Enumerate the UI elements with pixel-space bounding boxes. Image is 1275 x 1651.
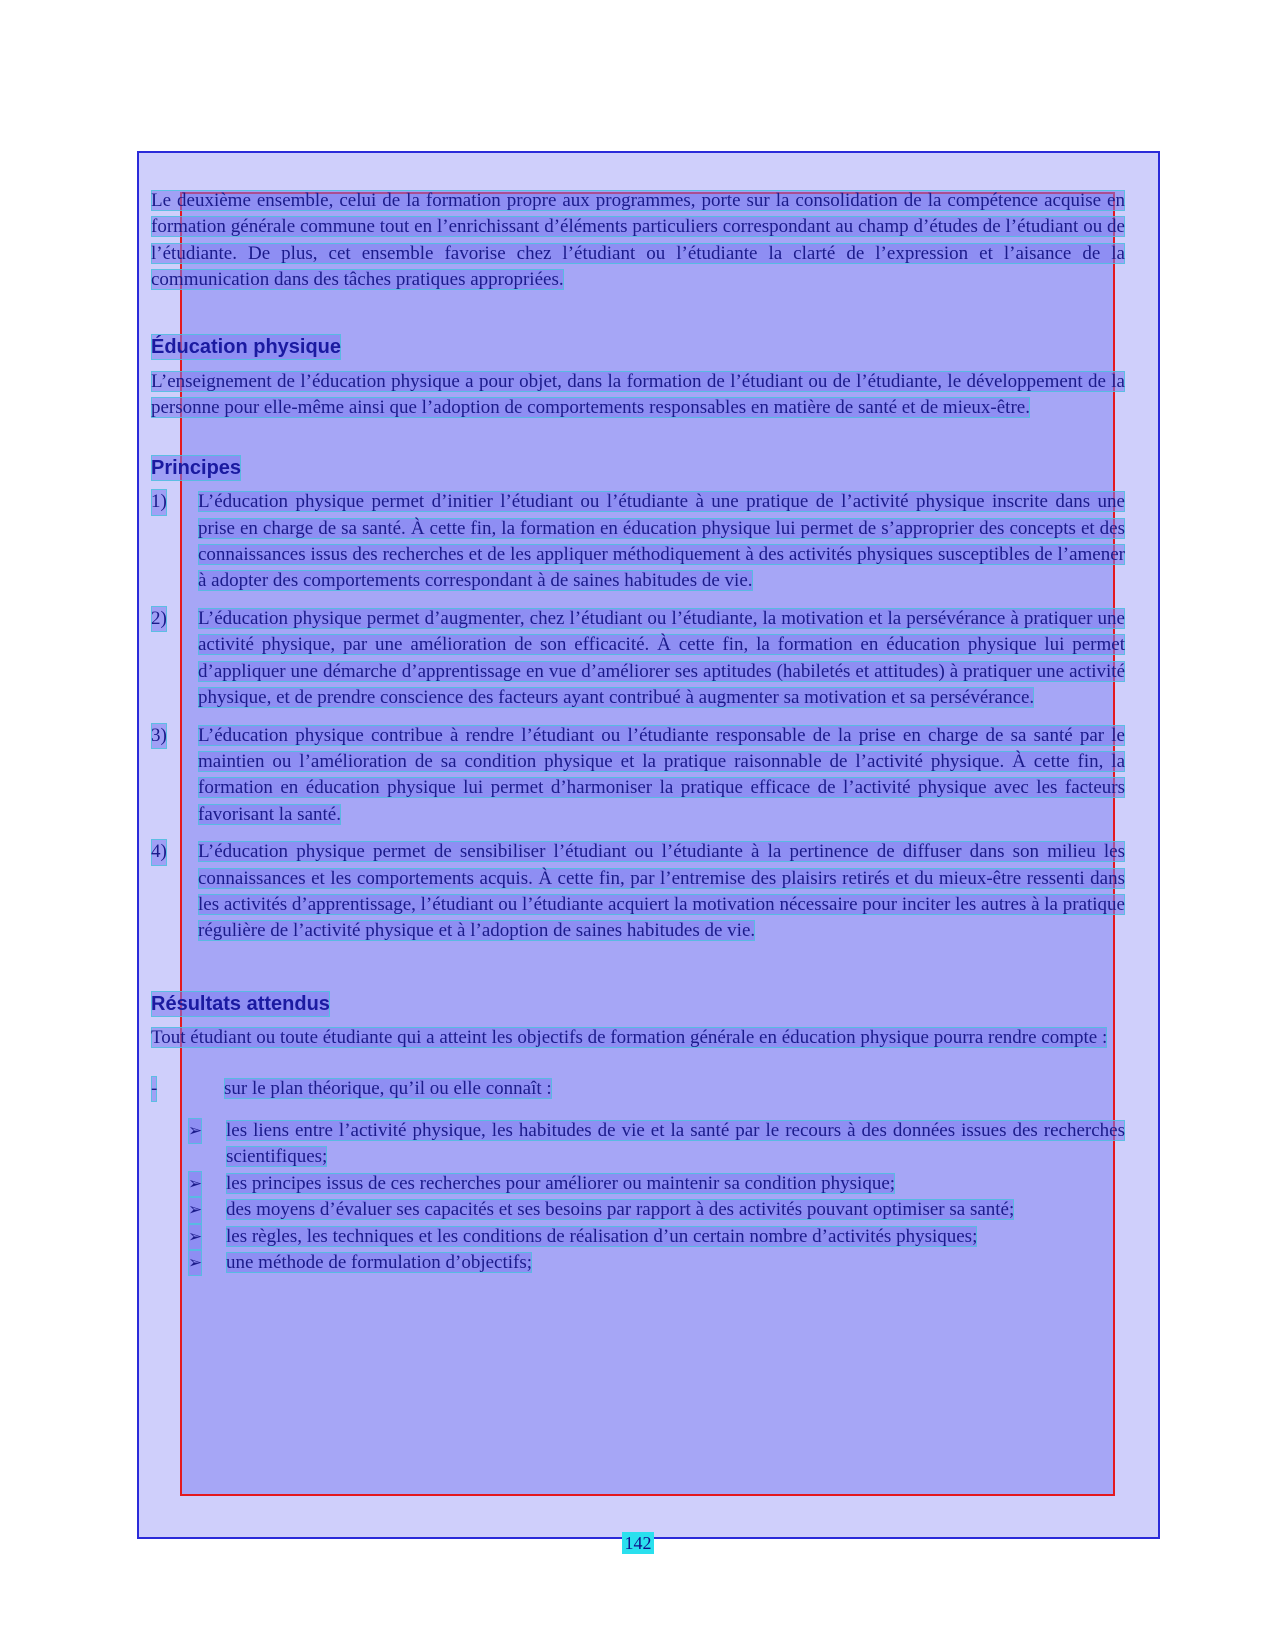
principle-number: 1) [151, 489, 167, 515]
principle-item [151, 723, 1125, 829]
section-title-resultats: Résultats attendus [151, 992, 330, 1015]
list-item: ➢ une méthode de formulation d’objectifs; [226, 1250, 1125, 1276]
principle-number: 3) [151, 723, 167, 749]
section-title-education: Éducation physique [151, 335, 342, 358]
list-item: ➢ les liens entre l’activité physique, les habitudes de vie et la santé par le recours à des données issues des recherches scientifiques; [188, 1119, 1125, 1168]
knowledge-list [151, 1118, 1125, 1276]
principle-item [151, 489, 1125, 595]
principle-item [151, 606, 1125, 712]
dash-bullet: - [151, 1076, 157, 1102]
arrow-bullet-icon: ➢ [188, 1118, 202, 1144]
arrow-bullet-icon: ➢ [188, 1171, 202, 1197]
arrow-bullet-icon: ➢ [188, 1250, 202, 1276]
list-item: ➢ les principes issus de ces recherches pour améliorer ou maintenir sa condition physique; [226, 1171, 1125, 1197]
arrow-bullet-icon: ➢ [188, 1197, 202, 1223]
principle-text: L’éducation physique contribue à rendre l’étudiant ou l’étudiante responsable de la prise en charge de sa santé par le maintien ou l’amélioration de sa condition physique et la pratique raisonnable de l’activité physique. À cette fin, la formation en éducation physique lui permet d’harmoniser la pratique efficace de l’activité physique avec les facteurs favorisant la santé. [198, 724, 1125, 825]
list-item: ➢ des moyens d’évaluer ses capacités et ses besoins par rapport à des activités pouvant optimiser sa santé; [226, 1197, 1125, 1223]
page-number: 142 [622, 1532, 654, 1554]
principle-number: 4) [151, 839, 167, 865]
plan-theorique-line [151, 1076, 1125, 1102]
document-text [151, 188, 1125, 1276]
resultats-intro: Tout étudiant ou toute étudiante qui a atteint les objectifs de formation générale en éducation physique pourra rendre compte : [151, 1027, 1108, 1049]
principle-number: 2) [151, 606, 167, 632]
list-item: ➢ les règles, les techniques et les conditions de réalisation d’un certain nombre d’activités physiques; [226, 1224, 1125, 1250]
section-title-principes: Principes [151, 456, 242, 479]
principle-text: L’éducation physique permet d’augmenter, chez l’étudiant ou l’étudiante, la motivation et la persévérance à pratiquer une activité physique, par une amélioration de son efficacité. À cette fin, la formation en éducation physique lui permet d’appliquer une démarche d’apprentissage en vue d’améliorer ses aptitudes (habiletés et attitudes) à pratiquer une activité physique, et de prendre conscience des facteurs ayant contribué à augmenter sa motivation et sa persévérance. [198, 607, 1125, 709]
principle-text: L’éducation physique permet de sensibiliser l’étudiant ou l’étudiante à la pertinence de diffuser dans son milieu les connaissances et les comportements acquis. À cette fin, par l’entremise des plaisirs retirés et du mieux-être ressenti dans les activités d’apprentissage, l’étudiant ou l’étudiante acquiert la motivation nécessaire pour inciter les autres à la pratique régulière de l’activité physique et à l’adoption de saines habitudes de vie. [198, 841, 1125, 942]
arrow-bullet-icon: ➢ [188, 1224, 202, 1250]
principle-text: L’éducation physique permet d’initier l’étudiant ou l’étudiante à une pratique de l’activité physique inscrite dans une prise en charge de sa santé. À cette fin, la formation en éducation physique lui permet de s’approprier des concepts et des connaissances issus des recherches et de les appliquer méthodiquement à des activités physiques susceptibles de l’amener à adopter des comportements correspondant à de saines habitudes de vie. [198, 491, 1125, 592]
principle-item [151, 839, 1125, 945]
education-body: L’enseignement de l’éducation physique a pour objet, dans la formation de l’étudiant ou de l’étudiante, le développement de la personne pour elle-même ainsi que l’adoption de comportements responsables en matière de santé et de mieux-être. [151, 371, 1125, 419]
plan-theorique-text: sur le plan théorique, qu’il ou elle connaît : [224, 1077, 552, 1099]
intro-paragraph: Le deuxième ensemble, celui de la formation propre aux programmes, porte sur la consolidation de la compétence acquise en formation générale commune tout en l’enrichissant d’éléments particuliers correspondant au champ d’études de l’étudiant ou de l’étudiante. De plus, cet ensemble favorise chez l’étudiant ou l’étudiante la clarté de l’expression et l’aisance de la communication dans des tâches pratiques appropriées. [151, 190, 1125, 291]
